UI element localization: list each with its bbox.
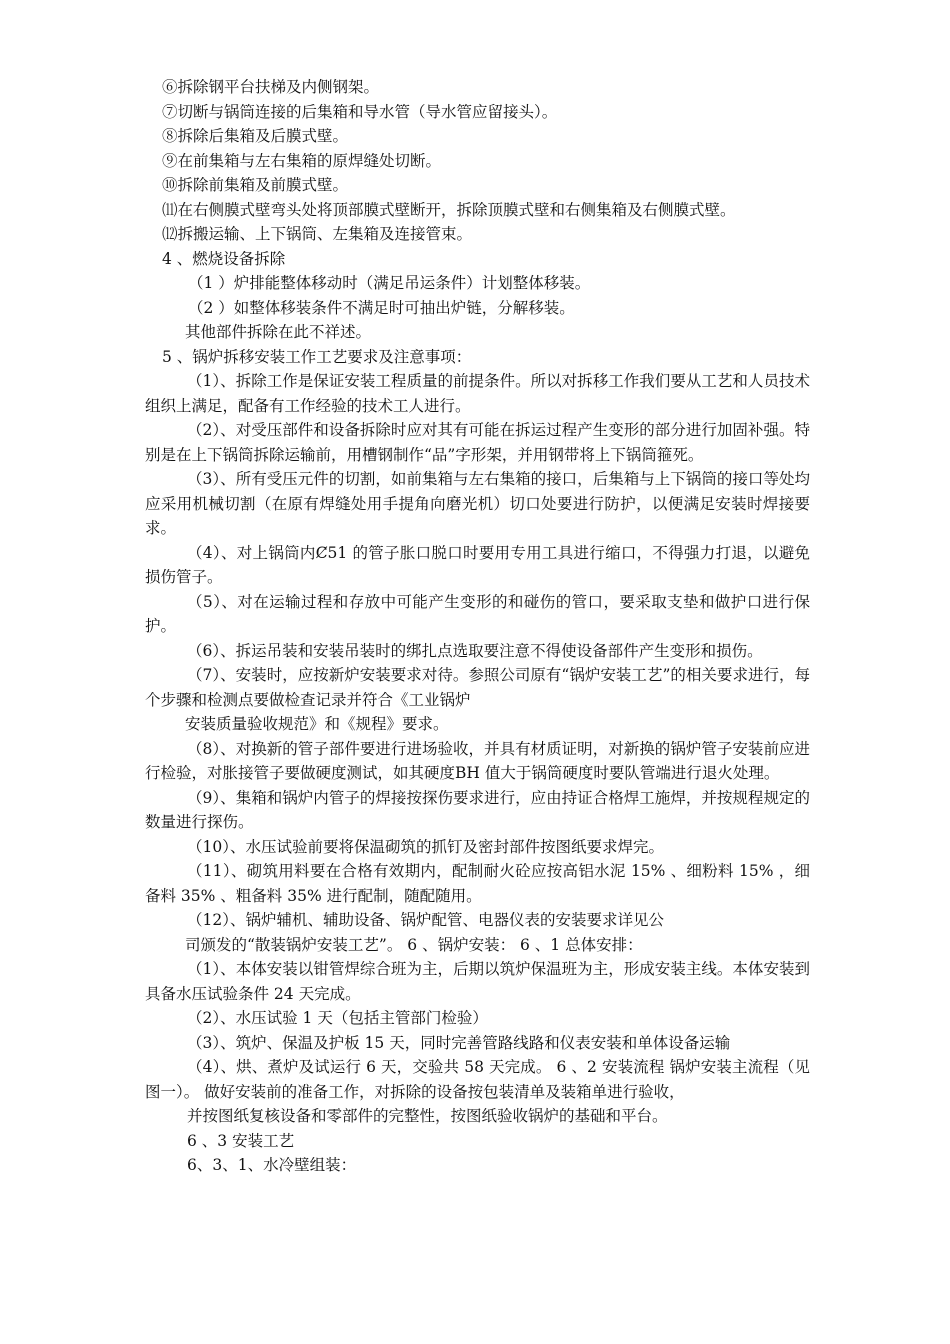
text-line: 其他部件拆除在此不祥述。 [185,323,372,341]
text-line: （1 ）炉排能整体移动时（满足吊运条件）计划整体移装。 [188,274,591,292]
text-line: ⑥拆除钢平台扶梯及内侧钢架。 [162,78,380,96]
text-line: ⑧拆除后集箱及后膜式壁。 [162,127,349,145]
paragraph: （12）、锅炉辅机、辅助设备、锅炉配管、电器仪表的安装要求详见公 [187,911,664,929]
paragraph: （3）、所有受压元件的切割，如前集箱与左右集箱的接口，后集箱与上下锅筒的接口等处均应采用机械切割（在原有焊缝处用手提角向磨光机）切口处要进行防护，以便满足安装时焊接要求。 [145,470,810,537]
section-heading: 6 、3 安装工艺 [187,1131,295,1150]
text-line: ⑿拆搬运输、上下锅筒、左集箱及连接管束。 [162,225,473,243]
section-heading: 6、3、1、水冷壁组装： [187,1156,357,1174]
paragraph: （8）、对换新的管子部件要进行进场验收，并具有材质证明，对新换的锅炉管子安装前应进行检验，对胀接管子要做硬度测试，如其硬度BH 值大于锅筒硬度时要队管端进行退火处理。 [145,739,810,782]
document-page [145,75,810,1178]
paragraph: 并按图纸复核设备和零部件的完整性，按图纸验收锅炉的基础和平台。 [187,1107,668,1125]
paragraph: （1）、拆除工作是保证安装工程质量的前提条件。所以对拆移工作我们要从工艺和人员技术组织上满足，配备有工作经验的技术工人进行。 [145,372,810,415]
paragraph: （1）、本体安装以钳管焊综合班为主，后期以筑炉保温班为主，形成安装主线。本体安装到具备水压试验条件 24 天完成。 [145,960,810,1003]
text-line: ⑨在前集箱与左右集箱的原焊缝处切断。 [162,151,442,170]
section-heading: 4 、燃烧设备拆除 [162,249,286,268]
paragraph: （11）、砌筑用料要在合格有效期内，配制耐火砼应按高铝水泥 15% 、细粉料 15% ，细备料 35% 、粗备料 35% 进行配制，随配随用。 [145,862,810,905]
paragraph: 安装质量验收规范》和《规程》要求。 [185,715,449,733]
paragraph: （10）、水压试验前要将保温砌筑的抓钉及密封部件按图纸要求焊完。 [187,837,664,856]
paragraph: （2）、水压试验 1 天（包括主管部门检验） [187,1009,488,1027]
paragraph: （4）、烘、煮炉及试运行 6 天，交验共 58 天完成。 6 、2 安装流程 锅炉安装主流程（见图一）。 做好安装前的准备工作，对拆除的设备按包装清单及装箱单进行验收， [145,1058,810,1101]
paragraph: （3）、筑炉、保温及护板 15 天，同时完善管路线路和仪表安装和单体设备运输 [187,1033,731,1052]
paragraph: 司颁发的“散装锅炉安装工艺”。 6 、锅炉安装： 6 、1 总体安排： [185,935,643,954]
paragraph: （2）、对受压部件和设备拆除时应对其有可能在拆运过程产生变形的部分进行加固补强。特别是在上下锅筒拆除运输前，用槽钢制作“品”字形架，并用钢带将上下锅筒箍死。 [145,421,810,464]
paragraph: （5）、对在运输过程和存放中可能产生变形的和碰伤的管口，要采取支垫和做护口进行保护。 [145,592,810,635]
section-heading: 5 、锅炉拆移安装工作工艺要求及注意事项： [162,347,472,366]
text-line: （2 ）如整体移装条件不满足时可抽出炉链，分解移装。 [188,298,575,317]
text-line: ⑦切断与锅筒连接的后集箱和导水管（导水管应留接头）。 [162,102,558,121]
paragraph: （7）、安装时，应按新炉安装要求对待。参照公司原有“锅炉安装工艺”的相关要求进行，每个步骤和检测点要做检查记录并符合《工业锅炉 [145,666,810,709]
paragraph: （6）、拆运吊装和安装吊装时的绑扎点选取要注意不得使设备部件产生变形和损伤。 [187,641,763,660]
text-line: ⑾在右侧膜式壁弯头处将顶部膜式壁断开，拆除顶膜式壁和右侧集箱及右侧膜式壁。 [162,200,736,219]
text-line: ⑩拆除前集箱及前膜式壁。 [162,176,349,194]
paragraph: （4）、对上锅筒内Ȼ51 的管子胀口脱口时要用专用工具进行缩口，不得强力打退，以避免损伤管子。 [145,543,810,586]
paragraph: （9）、集箱和锅炉内管子的焊接按探伤要求进行，应由持证合格焊工施焊，并按规程规定的数量进行探伤。 [145,788,810,831]
